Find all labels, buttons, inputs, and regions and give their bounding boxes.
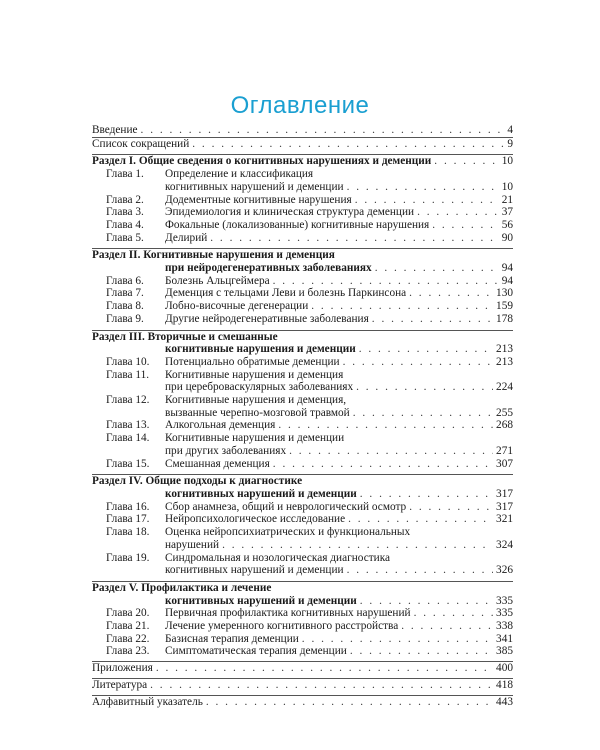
page-number: 178 <box>496 312 513 325</box>
section-title: Раздел I. Общие сведения о когнитивных нарушениях и деменции <box>92 155 432 168</box>
dot-leader <box>434 155 498 168</box>
page-number: 10 <box>501 180 513 193</box>
toc-entry-intro[interactable] <box>92 124 513 137</box>
toc-entry-literature[interactable] <box>92 678 513 692</box>
page-number: 4 <box>507 124 513 136</box>
chapter-title-cont: при цереброваскулярных заболеваниях <box>165 381 354 394</box>
dot-leader <box>150 679 493 692</box>
toc-entry-index[interactable] <box>92 695 513 709</box>
dot-leader <box>375 262 499 275</box>
dot-leader <box>356 381 493 394</box>
section-title-cont: когнитивные нарушения и деменции <box>165 343 356 356</box>
dot-leader <box>192 138 504 151</box>
chapter-entry-14-cont[interactable] <box>92 445 513 458</box>
chapter-number: Глава 13. <box>106 419 150 432</box>
page-number: 341 <box>496 632 513 645</box>
page-number: 385 <box>496 645 513 658</box>
chapter-title-cont: при других заболеваниях <box>165 444 287 457</box>
toc-entry-label: Введение <box>92 124 138 136</box>
dot-leader <box>289 445 493 458</box>
dot-leader <box>348 513 493 526</box>
page-number: 307 <box>496 457 513 470</box>
chapter-number: Глава 22. <box>106 632 150 645</box>
dot-leader <box>347 181 499 194</box>
page-title: Оглавление <box>230 92 370 119</box>
chapter-title: Смешанная деменция <box>165 457 270 470</box>
table-of-contents <box>92 124 513 708</box>
page-number: 326 <box>496 564 513 577</box>
chapter-entry-2[interactable] <box>92 194 513 207</box>
chapter-entry-12[interactable] <box>92 394 513 407</box>
section-heading-2-cont[interactable] <box>92 262 513 275</box>
page-number: 56 <box>501 218 513 231</box>
chapter-number: Глава 19. <box>106 551 150 564</box>
chapter-entry-15[interactable] <box>92 458 513 471</box>
chapter-entry-11-cont[interactable] <box>92 381 513 394</box>
chapter-title: Делирий <box>165 231 208 244</box>
chapter-number: Глава 1. <box>106 168 144 181</box>
toc-entry-abbreviations[interactable] <box>92 137 513 151</box>
dot-leader <box>401 620 493 633</box>
chapter-number: Глава 23. <box>106 645 150 658</box>
toc-entry-label: Список сокращений <box>92 137 190 150</box>
section-title-cont: когнитивных нарушений и деменции <box>165 487 357 500</box>
page-number: 37 <box>501 206 513 219</box>
chapter-title: Синдромальная и нозологическая диагностика <box>165 551 391 564</box>
section-heading-2[interactable] <box>92 248 513 262</box>
chapter-number: Глава 14. <box>106 432 150 445</box>
page-number: 317 <box>496 500 513 513</box>
chapter-entry-19[interactable] <box>92 552 513 565</box>
chapter-number: Глава 11. <box>106 368 150 381</box>
page-number: 9 <box>507 137 513 150</box>
chapter-entry-11[interactable] <box>92 369 513 382</box>
page-number: 271 <box>496 444 513 457</box>
chapter-number: Глава 21. <box>106 620 150 633</box>
chapter-number: Глава 18. <box>106 526 150 539</box>
chapter-entry-18-cont[interactable] <box>92 539 513 552</box>
page-number: 321 <box>496 513 513 526</box>
toc-entry-label: Литература <box>92 678 148 691</box>
dot-leader <box>311 300 493 313</box>
dot-leader <box>360 595 493 608</box>
page-number: 90 <box>501 231 513 244</box>
chapter-entry-1-cont[interactable] <box>92 181 513 194</box>
page-number: 10 <box>501 155 513 168</box>
chapter-entry-5[interactable] <box>92 232 513 245</box>
section-title-cont: когнитивных нарушений и деменции <box>165 594 357 607</box>
chapter-title: Сбор анамнеза, общий и неврологический осмотр <box>165 500 407 513</box>
chapter-number: Глава 16. <box>106 500 150 513</box>
chapter-entry-18[interactable] <box>92 526 513 539</box>
chapter-title: Когнитивные нарушения и деменции <box>165 432 345 445</box>
chapter-title: Потенциально обратимые деменции <box>165 355 340 368</box>
page-number: 94 <box>501 262 513 275</box>
chapter-entry-6[interactable] <box>92 275 513 288</box>
chapter-number: Глава 2. <box>106 193 144 206</box>
chapter-title: Болезнь Альцгеймера <box>165 274 270 287</box>
chapter-title: Фокальные (локализованные) когнитивные нарушения <box>165 218 430 231</box>
chapter-number: Глава 7. <box>106 287 144 300</box>
chapter-title-cont: когнитивных нарушений и деменции <box>165 180 344 193</box>
page-number: 213 <box>496 343 513 356</box>
chapter-entry-12-cont[interactable] <box>92 407 513 420</box>
section-heading-5[interactable] <box>92 581 513 595</box>
chapter-entry-13[interactable] <box>92 419 513 432</box>
toc-entry-appendix[interactable] <box>92 661 513 675</box>
dot-leader <box>409 287 493 300</box>
page-number: 130 <box>496 287 513 300</box>
chapter-number: Глава 6. <box>106 274 144 287</box>
page-number: 335 <box>496 607 513 620</box>
chapter-number: Глава 8. <box>106 300 144 313</box>
page-number: 443 <box>496 695 513 708</box>
chapter-entry-19-cont[interactable] <box>92 564 513 577</box>
dot-leader <box>222 539 493 552</box>
dot-leader <box>417 206 499 219</box>
section-heading-5-cont[interactable] <box>92 595 513 608</box>
chapter-entry-9[interactable] <box>92 313 513 326</box>
chapter-title: Лечение умеренного когнитивного расстройства <box>165 620 399 633</box>
dot-leader <box>343 356 493 369</box>
page-number: 418 <box>496 678 513 691</box>
dot-leader <box>206 696 493 709</box>
page-number: 94 <box>501 274 513 287</box>
dot-leader <box>210 232 498 245</box>
dot-leader <box>156 662 493 675</box>
section-title: Раздел III. Вторичные и смешанные <box>92 330 278 343</box>
chapter-title: Первичная профилактика когнитивных нарушений <box>165 607 411 620</box>
chapter-entry-10[interactable] <box>92 356 513 369</box>
chapter-entry-8[interactable] <box>92 300 513 313</box>
page-number: 324 <box>496 538 513 551</box>
chapter-title: Эпидемиология и клиническая структура деменции <box>165 206 415 219</box>
chapter-title: Когнитивные нарушения и деменция, <box>165 394 347 407</box>
page-number: 335 <box>496 594 513 607</box>
section-title-cont: при нейродегенеративных заболеваниях <box>165 262 372 275</box>
chapter-entry-7[interactable] <box>92 287 513 300</box>
chapter-title: Когнитивные нарушения и деменция <box>165 368 344 381</box>
chapter-entry-3[interactable] <box>92 206 513 219</box>
dot-leader <box>353 407 493 420</box>
dot-leader <box>359 343 493 356</box>
chapter-title: Определение и классификация <box>165 168 314 181</box>
chapter-entry-21[interactable] <box>92 620 513 633</box>
dot-leader <box>278 419 493 432</box>
dot-leader <box>372 313 493 326</box>
section-heading-4-cont[interactable] <box>92 488 513 501</box>
chapter-title: Лобно-височные дегенерации <box>165 300 309 313</box>
chapter-number: Глава 3. <box>106 206 144 219</box>
chapter-number: Глава 5. <box>106 231 144 244</box>
dot-leader <box>409 501 493 514</box>
toc-entry-label: Алфавитный указатель <box>92 695 203 708</box>
section-title: Раздел IV. Общие подходы к диагностике <box>92 475 303 488</box>
page-number: 213 <box>496 355 513 368</box>
chapter-entry-20[interactable] <box>92 607 513 620</box>
dot-leader <box>350 645 493 658</box>
section-title: Раздел II. Когнитивные нарушения и деменция <box>92 249 335 262</box>
dot-leader <box>302 633 493 646</box>
page-number: 400 <box>496 662 513 675</box>
dot-leader <box>141 124 505 137</box>
chapter-entry-4[interactable] <box>92 219 513 232</box>
page-number: 255 <box>496 406 513 419</box>
section-heading-4[interactable] <box>92 474 513 488</box>
chapter-title: Симптоматическая терапия деменции <box>165 645 347 658</box>
chapter-entry-14[interactable] <box>92 432 513 445</box>
chapter-number: Глава 4. <box>106 218 144 231</box>
chapter-entry-23[interactable] <box>92 645 513 658</box>
chapter-title-cont: нарушений <box>165 538 220 551</box>
page-number: 224 <box>496 381 513 394</box>
toc-entry-label: Приложения <box>92 662 153 675</box>
page-number: 338 <box>496 620 513 633</box>
chapter-title-cont: вызванные черепно-мозговой травмой <box>165 406 350 419</box>
chapter-entry-16[interactable] <box>92 501 513 514</box>
dot-leader <box>273 275 499 288</box>
chapter-number: Глава 17. <box>106 513 150 526</box>
chapter-title: Другие нейродегенеративные заболевания <box>165 312 369 325</box>
dot-leader <box>355 194 499 207</box>
dot-leader <box>273 458 493 471</box>
dot-leader <box>347 564 493 577</box>
chapter-title: Алкогольная деменция <box>165 419 276 432</box>
section-heading-3[interactable] <box>92 330 513 344</box>
chapter-entry-17[interactable] <box>92 513 513 526</box>
chapter-title: Оценка нейропсихиатрических и функциональных <box>165 526 411 539</box>
chapter-number: Глава 10. <box>106 355 150 368</box>
chapter-title: Деменция с тельцами Леви и болезнь Паркинсона <box>165 287 407 300</box>
chapter-number: Глава 9. <box>106 312 144 325</box>
page-number: 317 <box>496 487 513 500</box>
page-number: 21 <box>501 193 513 206</box>
chapter-title: Додементные когнитивные нарушения <box>165 193 352 206</box>
chapter-number: Глава 12. <box>106 394 150 407</box>
dot-leader <box>360 488 493 501</box>
section-title: Раздел V. Профилактика и лечение <box>92 581 272 594</box>
section-heading-1[interactable] <box>92 154 513 168</box>
page-number: 159 <box>496 300 513 313</box>
chapter-number: Глава 15. <box>106 457 150 470</box>
chapter-title: Базисная терапия деменции <box>165 632 299 645</box>
chapter-title-cont: когнитивных нарушений и деменции <box>165 564 344 577</box>
section-heading-3-cont[interactable] <box>92 343 513 356</box>
page-number: 268 <box>496 419 513 432</box>
chapter-entry-22[interactable] <box>92 633 513 646</box>
chapter-number: Глава 20. <box>106 607 150 620</box>
chapter-entry-1[interactable] <box>92 168 513 181</box>
dot-leader <box>432 219 498 232</box>
chapter-title: Нейропсихологическое исследование <box>165 513 346 526</box>
dot-leader <box>414 607 493 620</box>
